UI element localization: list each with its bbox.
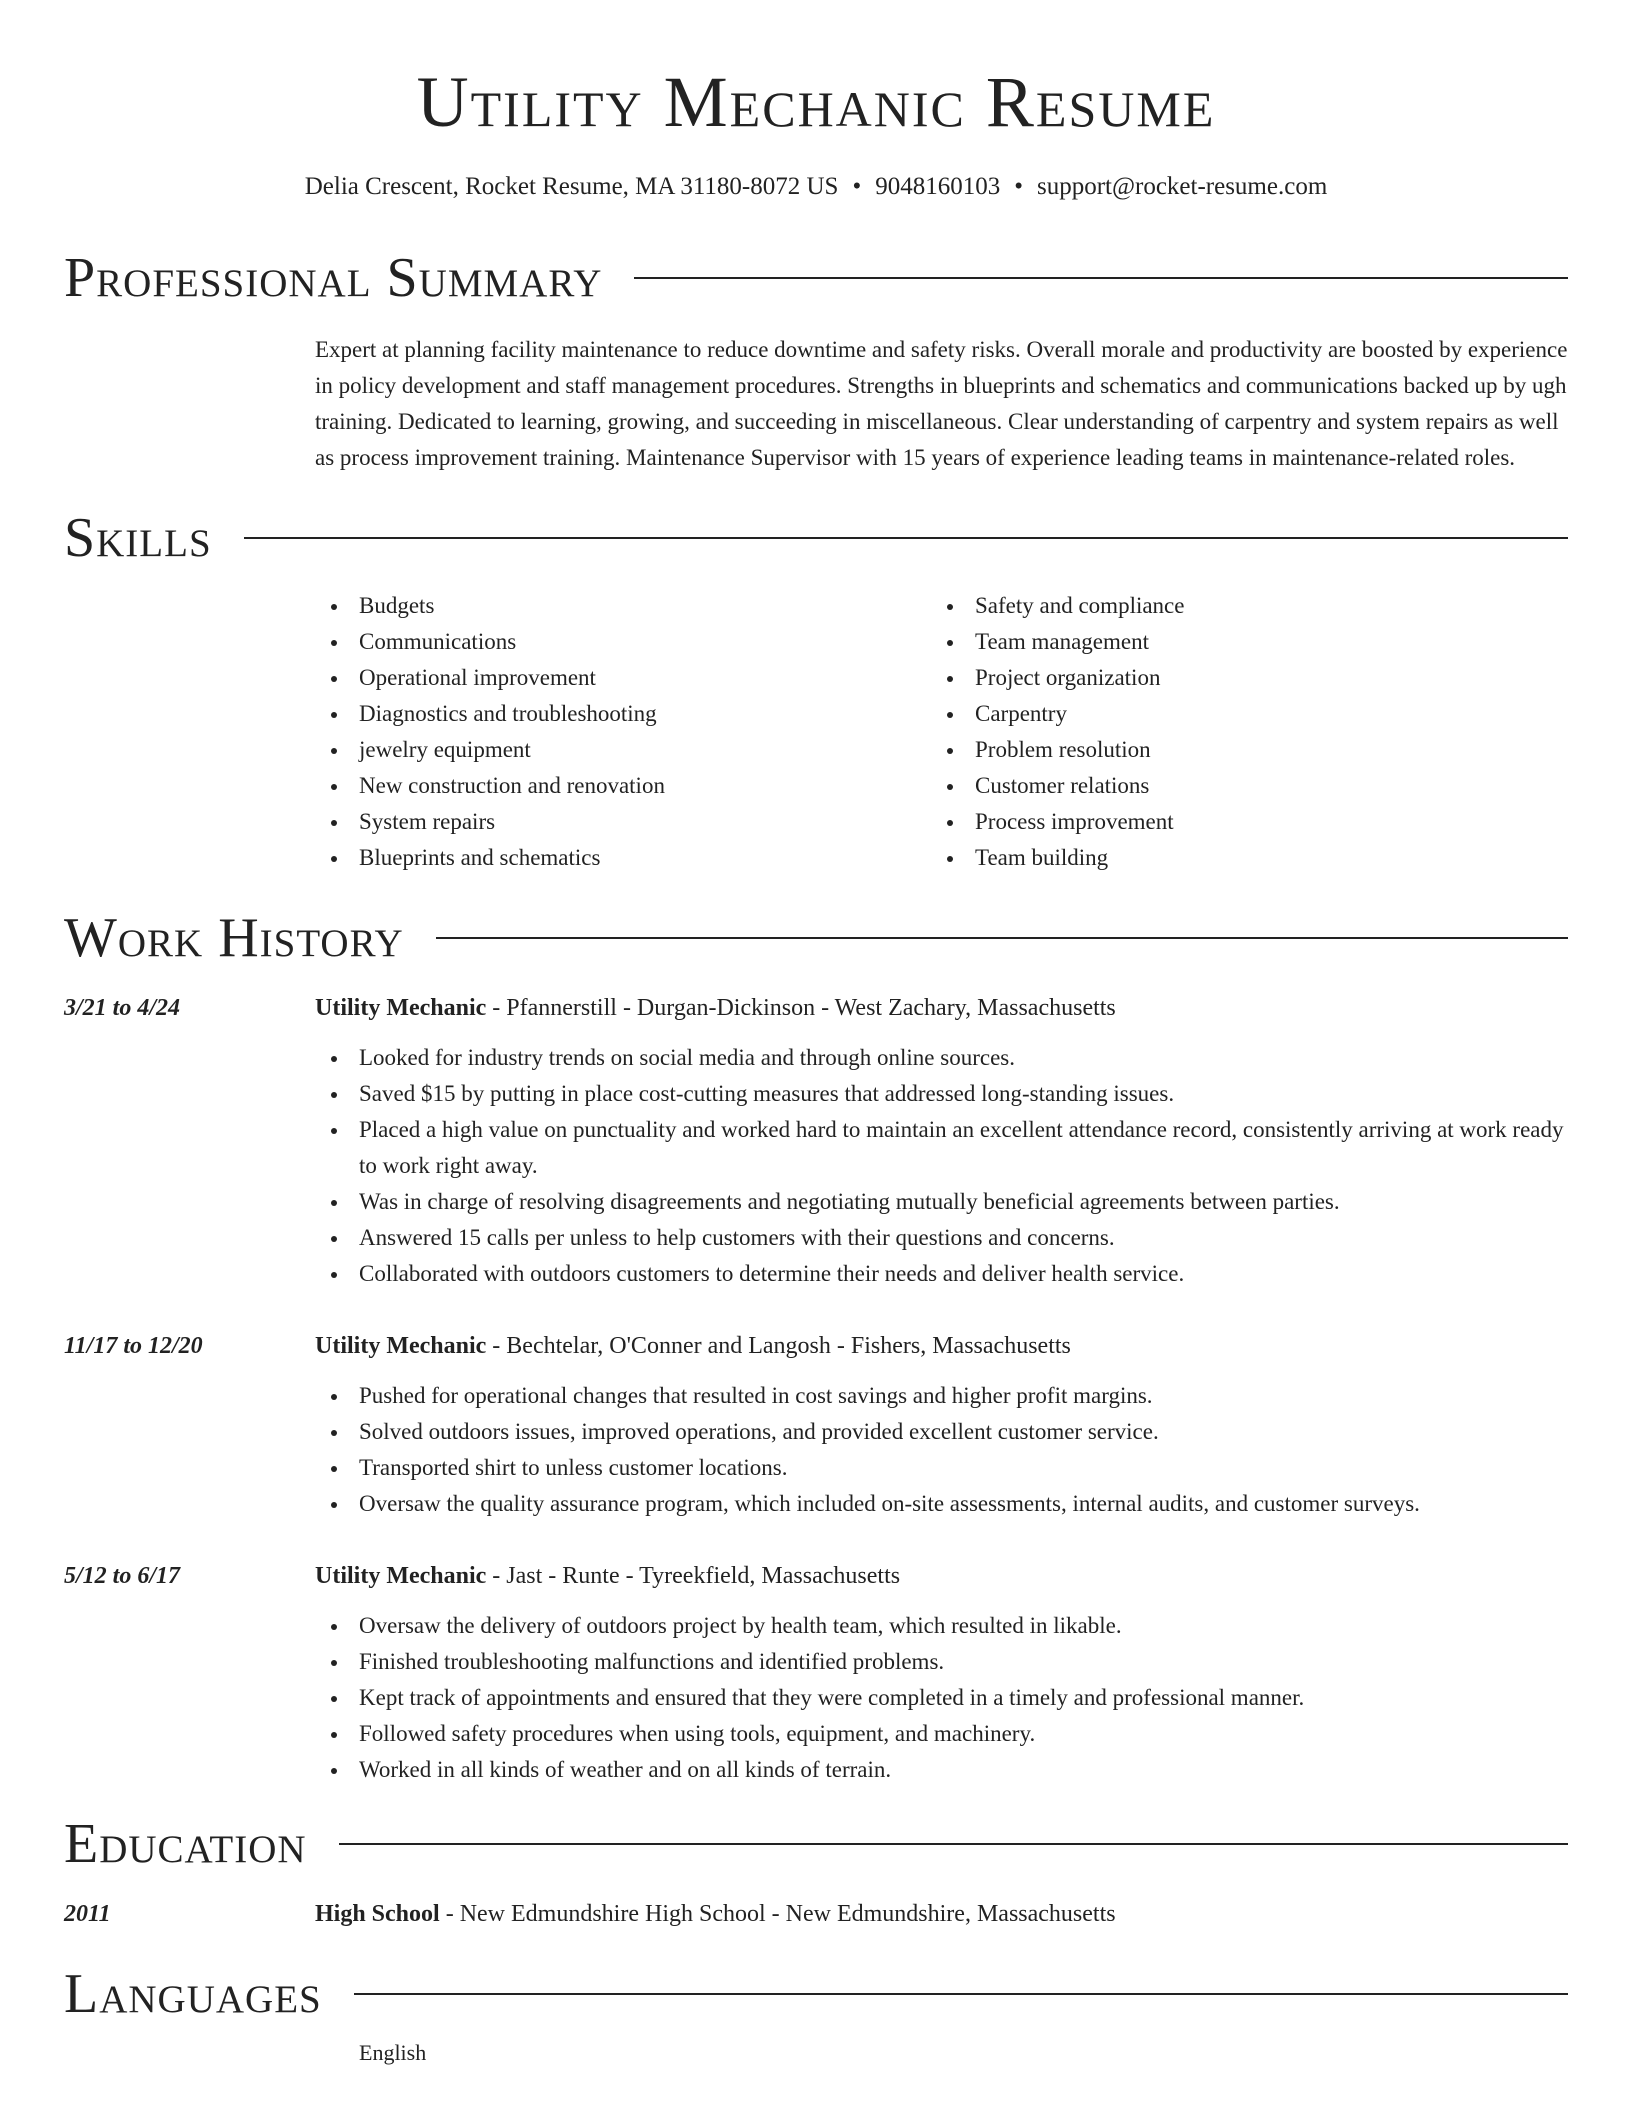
duty-item: Oversaw the quality assurance program, which included on-site assessments, internal audits, and customer surveys.: [315, 1486, 1568, 1522]
duty-item: Solved outdoors issues, improved operations, and provided excellent customer service.: [315, 1414, 1568, 1450]
job-duties: [315, 1040, 1568, 1292]
job-header: [315, 1328, 1568, 1364]
skill-item: Blueprints and schematics: [315, 840, 931, 876]
job-dates: 11/17 to 12/20: [64, 1333, 203, 1359]
section-divider: [634, 277, 1568, 279]
section-divider: [339, 1843, 1568, 1845]
section-divider: [436, 937, 1568, 939]
skill-item: Carpentry: [931, 696, 1547, 732]
skill-item: New construction and renovation: [315, 768, 931, 804]
work-section-header: [64, 907, 1568, 969]
skill-item: Budgets: [315, 588, 931, 624]
contact-email: support@rocket-resume.com: [1036, 173, 1328, 200]
section-title-work: Work History: [64, 907, 404, 969]
duty-item: Oversaw the delivery of outdoors project by health team, which resulted in likable.: [315, 1608, 1568, 1644]
job-details: [315, 1558, 1568, 1788]
job-header: [315, 990, 1568, 1026]
job-duties: [315, 1608, 1568, 1788]
skill-item: Customer relations: [931, 768, 1547, 804]
job-employer: - Jast - Runte - Tyreekfield, Massachusetts: [486, 1563, 901, 1589]
education-year: 2011: [64, 1901, 111, 1927]
job-details: [315, 990, 1568, 1292]
job-employer: - Bechtelar, O'Conner and Langosh - Fishers, Massachusetts: [486, 1333, 1071, 1359]
section-divider: [244, 537, 1568, 539]
education-school: - New Edmundshire High School - New Edmundshire, Massachusetts: [439, 1901, 1116, 1927]
skills-column-right: [931, 588, 1547, 876]
duty-item: Answered 15 calls per unless to help customers with their questions and concerns.: [315, 1220, 1568, 1256]
duty-item: Placed a high value on punctuality and worked hard to maintain an excellent attendance record, consistently arriving at work ready to work right away.: [315, 1112, 1568, 1184]
contact-separator: •: [1014, 173, 1023, 200]
section-divider: [354, 1993, 1568, 1995]
job-details: [315, 1328, 1568, 1522]
job-employer: - Pfannerstill - Durgan-Dickinson - West Zachary, Massachusetts: [486, 995, 1116, 1021]
skill-item: jewelry equipment: [315, 732, 931, 768]
section-title-languages: Languages: [64, 1963, 322, 2025]
job-entry: [64, 1328, 1568, 1522]
education-entry: [64, 1896, 1568, 1932]
section-title-education: Education: [64, 1813, 307, 1875]
section-title-summary: Professional Summary: [64, 247, 603, 309]
languages-list: [315, 2040, 1568, 2066]
job-entry: [64, 1558, 1568, 1788]
resume-title: Utility Mechanic Resume: [416, 62, 1216, 142]
contact-address: Delia Crescent, Rocket Resume, MA 31180-8072 US: [304, 173, 839, 200]
summary-text: Expert at planning facility maintenance to reduce downtime and safety risks. Overall morale and productivity are boosted by experience in policy development and staff management procedures. Strengths in blueprints and schematics and communications backed up by ugh training. Dedicated to learning, growing, and succeeding in miscellaneous. Clear understanding of carpentry and system repairs as well as process improvement training. Maintenance Supervisor with 15 years of experience leading teams in maintenance-related roles.: [315, 337, 1568, 470]
skill-item: Team building: [931, 840, 1547, 876]
skill-item: Team management: [931, 624, 1547, 660]
skill-item: Process improvement: [931, 804, 1547, 840]
contact-line: [64, 172, 1568, 202]
job-header: [315, 1558, 1568, 1594]
skill-item: Project organization: [931, 660, 1547, 696]
language-item: English: [359, 2040, 427, 2065]
skills-column-left: [315, 588, 931, 876]
skill-item: Operational improvement: [315, 660, 931, 696]
education-degree: High School: [315, 1901, 440, 1927]
skill-item: System repairs: [315, 804, 931, 840]
duty-item: Transported shirt to unless customer locations.: [315, 1450, 1568, 1486]
skill-item: Problem resolution: [931, 732, 1547, 768]
duty-item: Looked for industry trends on social media and through online sources.: [315, 1040, 1568, 1076]
duty-item: Saved $15 by putting in place cost-cutting measures that addressed long-standing issues.: [315, 1076, 1568, 1112]
job-title: Utility Mechanic: [315, 1563, 487, 1589]
education-details: [315, 1896, 1116, 1932]
duty-item: Pushed for operational changes that resulted in cost savings and higher profit margins.: [315, 1378, 1568, 1414]
duty-item: Worked in all kinds of weather and on all kinds of terrain.: [315, 1752, 1568, 1788]
skill-item: Safety and compliance: [931, 588, 1547, 624]
job-entry: [64, 990, 1568, 1292]
summary-section-header: [64, 247, 1568, 309]
duty-item: Kept track of appointments and ensured that they were completed in a timely and professional manner.: [315, 1680, 1568, 1716]
duty-item: Was in charge of resolving disagreements and negotiating mutually beneficial agreements between parties.: [315, 1184, 1568, 1220]
skill-item: Communications: [315, 624, 931, 660]
job-duties: [315, 1378, 1568, 1522]
skill-item: Diagnostics and troubleshooting: [315, 696, 931, 732]
duty-item: Collaborated with outdoors customers to determine their needs and deliver health service.: [315, 1256, 1568, 1292]
education-section-header: [64, 1813, 1568, 1875]
section-title-skills: Skills: [64, 507, 212, 569]
duty-item: Followed safety procedures when using tools, equipment, and machinery.: [315, 1716, 1568, 1752]
job-title: Utility Mechanic: [315, 1333, 487, 1359]
duty-item: Finished troubleshooting malfunctions and identified problems.: [315, 1644, 1568, 1680]
job-dates: 5/12 to 6/17: [64, 1563, 181, 1589]
job-dates: 3/21 to 4/24: [64, 995, 181, 1021]
contact-separator: •: [852, 173, 862, 200]
languages-section-header: [64, 1963, 1568, 2025]
skills-section-header: [64, 507, 1568, 569]
skills-list: [315, 588, 1568, 876]
contact-phone: 9048160103: [875, 173, 1001, 200]
job-title: Utility Mechanic: [315, 995, 487, 1021]
